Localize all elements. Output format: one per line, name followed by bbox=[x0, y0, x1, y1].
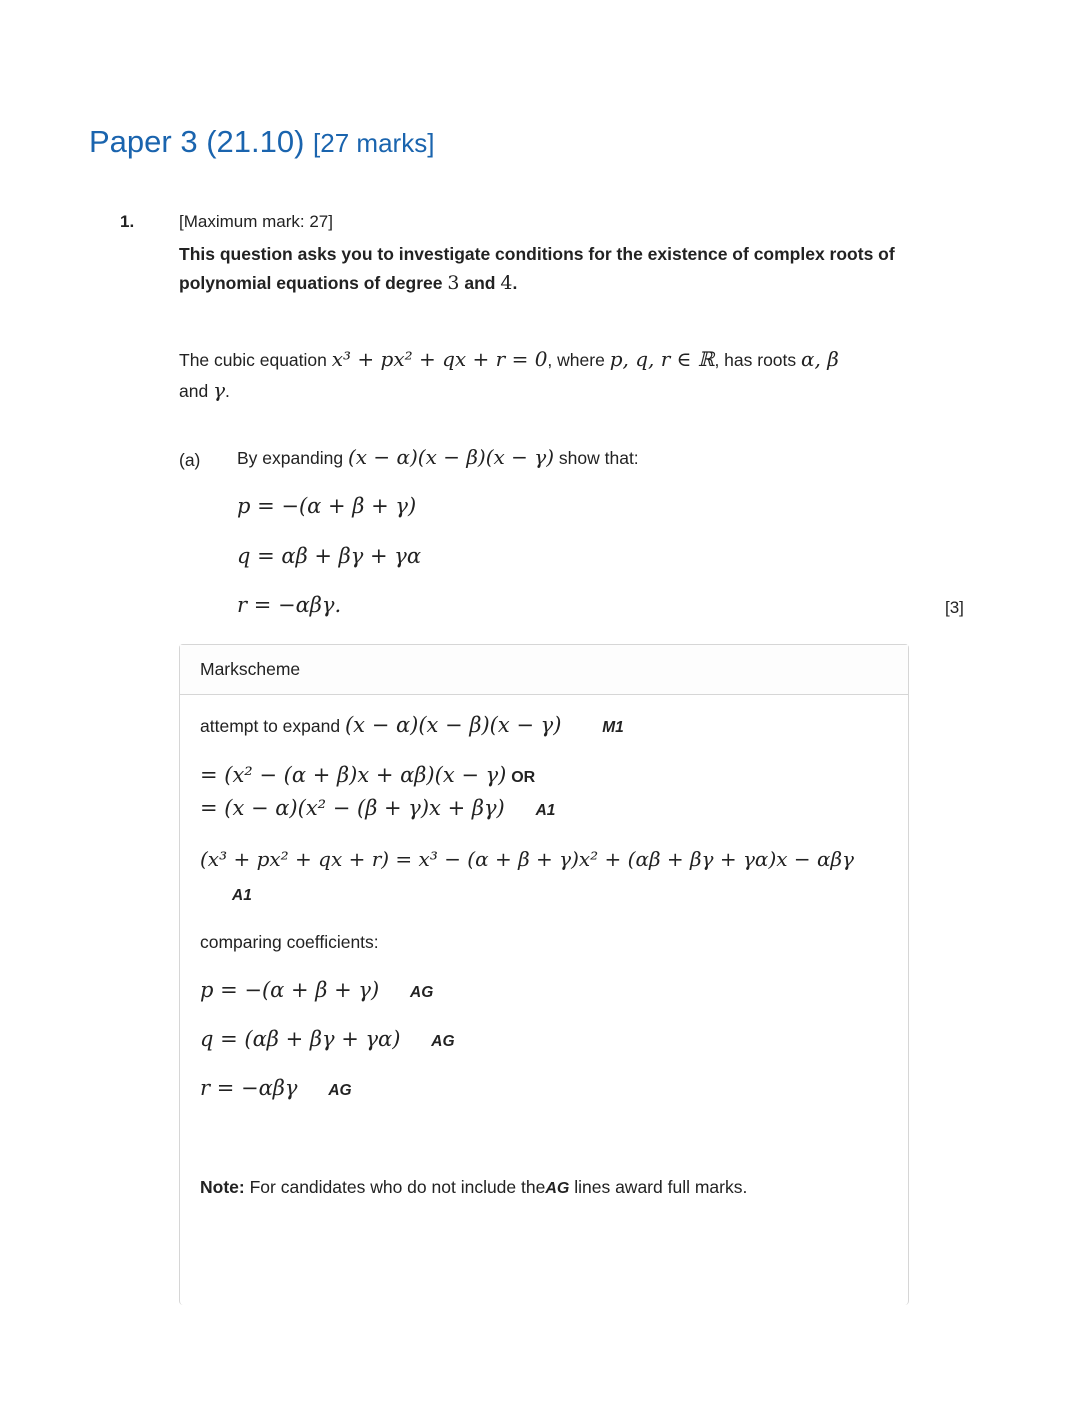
ms-coeff-r: r = −αβγ bbox=[200, 1076, 298, 1100]
paper-marks: [27 marks] bbox=[313, 128, 435, 158]
intro-end: . bbox=[512, 273, 518, 293]
cubic-where: , where bbox=[547, 350, 605, 370]
ms-mark-a1-second: A1 bbox=[232, 887, 252, 904]
paper-title: Paper 3 (21.10) bbox=[89, 124, 305, 159]
markscheme-line-expansion-1 bbox=[200, 763, 535, 787]
part-a-text-post: show that: bbox=[558, 448, 639, 468]
part-a-equation-q: q = αβ + βγ + γα bbox=[237, 544, 422, 568]
intro-degree-4: 4 bbox=[500, 272, 513, 294]
markscheme-line-p bbox=[200, 978, 433, 1002]
note-post: lines award full marks. bbox=[574, 1177, 748, 1197]
cubic-and: and bbox=[179, 381, 209, 401]
cubic-pre: The cubic equation bbox=[179, 350, 327, 370]
ms-mark-m1: M1 bbox=[602, 719, 624, 736]
maximum-mark: [Maximum mark: 27] bbox=[179, 212, 333, 231]
part-a-equation-r: r = −αβγ. bbox=[237, 593, 342, 617]
ms-expand-expression: (x − α)(x − β)(x − γ) bbox=[344, 713, 562, 737]
ms-expansion-2: = (x − α)(x² − (β + γ)x + βγ) bbox=[200, 796, 505, 820]
ms-or: OR bbox=[511, 769, 536, 786]
markscheme-line-q bbox=[200, 1027, 455, 1051]
cubic-end: . bbox=[225, 381, 230, 401]
markscheme-line-expansion-2 bbox=[200, 796, 555, 820]
part-a-marks: [3] bbox=[945, 598, 964, 617]
markscheme-panel bbox=[179, 644, 909, 1305]
markscheme-line-r bbox=[200, 1076, 352, 1100]
markscheme-note bbox=[200, 1177, 747, 1198]
markscheme-line-comparing: comparing coefficients: bbox=[200, 932, 379, 952]
intro-and: and bbox=[464, 273, 496, 293]
part-a-expression: (x − α)(x − β)(x − γ) bbox=[347, 445, 555, 469]
part-a-prompt bbox=[237, 445, 639, 469]
cubic-gamma: γ bbox=[213, 378, 226, 402]
question-number: 1. bbox=[120, 212, 135, 231]
cubic-statement bbox=[179, 344, 939, 406]
note-ag: AG bbox=[545, 1180, 570, 1197]
ms-mark-a1: A1 bbox=[535, 802, 556, 819]
cubic-roots-text: , has roots bbox=[714, 350, 797, 370]
part-a-equation-p: p = −(α + β + γ) bbox=[237, 494, 417, 518]
ms-coeff-p: p = −(α + β + γ) bbox=[200, 978, 380, 1002]
markscheme-line-full-mark bbox=[232, 884, 252, 905]
ms-mark-ag-q: AG bbox=[431, 1033, 455, 1050]
markscheme-line-full-expansion bbox=[200, 847, 854, 871]
intro-text: This question asks you to investigate conditions for the existence of complex roots of polynomial equations of degree bbox=[179, 244, 895, 293]
ms-mark-ag-r: AG bbox=[328, 1082, 352, 1099]
ms-full-expansion: (x³ + px² + qx + r) = x³ − (α + β + γ)x² + (αβ + βγ + γα)x − αβγ bbox=[200, 847, 855, 871]
cubic-equation: x³ + px² + qx + r = 0 bbox=[331, 347, 548, 371]
ms-expand-text: attempt to expand bbox=[200, 716, 341, 736]
part-a-label: (a) bbox=[179, 450, 201, 470]
cubic-variables: p, q, r ∈ ℝ bbox=[609, 347, 715, 371]
markscheme-line-expand bbox=[200, 713, 624, 737]
ms-expansion-1: = (x² − (α + β)x + αβ)(x − γ) bbox=[200, 763, 507, 787]
cubic-roots: α, β bbox=[801, 347, 839, 371]
note-label: Note: bbox=[200, 1177, 245, 1197]
note-pre: For candidates who do not include the bbox=[249, 1177, 546, 1197]
question-intro bbox=[179, 240, 939, 298]
ms-coeff-q: q = (αβ + βγ + γα) bbox=[200, 1027, 401, 1051]
intro-degree-3: 3 bbox=[447, 272, 460, 294]
page-title bbox=[89, 124, 434, 160]
part-a-text-pre: By expanding bbox=[237, 448, 344, 468]
ms-mark-ag-p: AG bbox=[410, 984, 434, 1001]
markscheme-header: Markscheme bbox=[180, 645, 908, 695]
